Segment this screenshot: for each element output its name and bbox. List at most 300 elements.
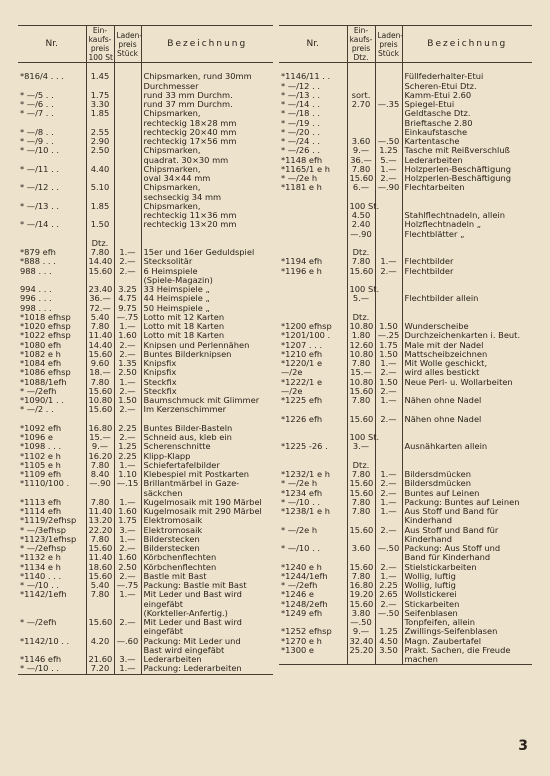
item-number [279,193,347,202]
shop-price [114,146,141,155]
purchase-price: 2.40 [347,220,375,229]
item-number: * —/10 . . [20,663,59,674]
item-description: Kartentasche [402,137,532,146]
item-description: Wollig, luftig [402,572,532,581]
item-description: Tonpfeifen, allein [402,618,532,627]
item-number: *1232/1 e h [281,469,330,479]
shop-price: 1.50 [375,350,402,359]
item-description: Schiefertafelbilder [141,461,273,470]
item-description: Packung: Buntes auf Leinen [402,498,532,507]
item-description: Ausnähkarten allein [402,442,532,451]
item-number: * —/2efhsp [20,543,67,553]
item-description: Flechtbilder [402,257,532,266]
item-description: Holzperlen-Beschäftigung [402,174,532,183]
purchase-price: 72.— [86,304,114,313]
item-number [279,285,347,294]
catalog-row [279,442,532,451]
shop-price [375,220,402,229]
purchase-price: 13.20 [86,516,114,525]
item-description: Spiegel-Etui [402,100,532,109]
shop-price: 1.60 [114,331,141,340]
item-description: 44 Heimspiele „ [141,294,273,303]
catalog-row [279,396,532,405]
shop-price [114,137,141,146]
item-description: Chipsmarken, [141,183,273,192]
shop-price [114,230,141,239]
item-number: —/2e [281,367,303,378]
item-number: * —/20 . . [281,126,320,137]
item-number: * —/10 . . [20,580,59,590]
item-number: *1102 e h [20,450,61,461]
purchase-price: 14.40 [86,257,114,266]
shop-price [375,72,402,81]
catalog-row [279,294,532,303]
item-description: Bildersdmücken [402,479,532,488]
item-description: Band für Kinderhand [402,553,532,562]
item-number: *1196 e h [281,265,322,276]
shop-price: 2.25 [375,581,402,590]
shop-price [375,433,402,442]
purchase-price: 15.60 [86,544,114,553]
shop-price: 1.— [114,378,141,387]
item-description: Nähen ohne Nadel [402,396,532,405]
shop-price: 1.50 [375,322,402,331]
purchase-price: 22.20 [86,526,114,535]
shop-price [114,202,141,211]
shop-price: 1.— [114,535,141,544]
shop-price: 1.— [375,498,402,507]
item-number: *1020 efhsp [20,321,71,331]
page-number: 3 [518,738,528,754]
item-number: * —/13 . . [20,200,59,211]
shop-price: 2.— [114,544,141,553]
shop-price: —.15 [114,479,141,488]
shop-price [114,82,141,91]
item-description: Knipsfix [141,368,273,377]
item-number: *1226 efh [281,413,323,424]
item-number: *1142/1efh [20,589,67,600]
item-description: Kamm-Etui 2.60 [402,91,532,100]
purchase-price: 7.80 [347,257,375,266]
purchase-price: 23.40 [86,285,114,294]
purchase-price: 1.75 [86,91,114,100]
item-description: Buntes Bilderknipsen [141,350,273,359]
purchase-price [86,600,114,609]
shop-price: 1.— [375,572,402,581]
catalog-row [279,193,532,202]
left-table-body [18,63,273,675]
purchase-price: 8.40 [86,470,114,479]
purchase-price: 15.60 [347,526,375,535]
item-number [279,294,347,303]
purchase-price: 2.90 [86,137,114,146]
purchase-price: 16.80 [86,424,114,433]
item-description: Durchmesser [141,82,273,91]
item-description: Buntes auf Leinen [402,489,532,498]
item-description: wird alles bestickt [402,368,532,377]
item-number: *1096 e [20,432,54,442]
item-number: *1123/1efhsp [20,533,77,544]
item-description: Packung: Mit Leder und [141,637,273,646]
shop-price: 1.— [114,322,141,331]
item-number: *1080 efh [20,339,62,350]
shop-price: 3.50 [375,646,402,655]
purchase-price: 9.60 [86,359,114,368]
purchase-price: 16.20 [86,452,114,461]
item-description: Kugelmosaik mit 290 Märbel [141,507,273,516]
item-description: Packung: Bastle mit Bast [141,581,273,590]
purchase-price: 10.80 [347,378,375,387]
shop-price [375,119,402,128]
purchase-price: 3.— [347,442,375,451]
shop-price [375,294,402,303]
item-number: —/2e [281,385,303,396]
purchase-price: —.50 [347,618,375,627]
item-description: rechteckig 11×36 mm [141,211,273,220]
item-description: Male mit der Nadel [402,341,532,350]
item-description: Bast wird eingefäbt [141,646,273,655]
item-number: * —/5 . . [20,89,54,100]
purchase-price: 19.20 [347,590,375,599]
item-description: Kinderhand [402,516,532,525]
shop-price: 4.50 [375,637,402,646]
shop-price: —.60 [114,637,141,646]
purchase-price: 15.60 [347,563,375,572]
item-number: *1222/1 e [281,376,323,387]
item-description [402,193,532,202]
item-number: * —/10 . . [281,496,320,507]
item-description: Aus Stoff und Band für [402,507,532,516]
item-description: Flechtbilder [402,267,532,276]
item-description: Kugelmosaik mit 190 Märbel [141,498,273,507]
item-description: Lederarbeiten [402,156,532,165]
item-description: Bastle mit Bast [141,572,273,581]
purchase-price: 100 St. [347,433,375,442]
purchase-price: 15.60 [347,415,375,424]
item-number: * —/2 . . [20,404,54,415]
item-number: 996 . . . [20,293,52,304]
item-description: eingefäbt [141,600,273,609]
item-number [279,452,347,461]
item-number: *1252 efhsp [281,626,332,637]
shop-price: 1.— [375,470,402,479]
shop-price: 1.50 [375,378,402,387]
item-description: rund 37 mm Durchm. [141,100,273,109]
catalog-table-left [18,25,273,675]
catalog-row [18,405,273,414]
col-header-nr: Nr. [279,26,347,63]
purchase-price: 7.80 [347,572,375,581]
shop-price: 2.25 [114,424,141,433]
shop-price: —.50 [375,544,402,553]
item-description: Wollstickerei [402,590,532,599]
item-number: * —/3efhsp [20,524,67,535]
item-number: *1240 e h [281,561,322,572]
item-number: * —/12 . . [281,80,320,91]
shop-price [375,424,402,433]
purchase-price: 7.80 [86,248,114,257]
item-number: * —/13 . . [281,89,320,100]
item-number: 988 . . . [20,265,52,276]
item-description: Lotto mit 18 Karten [141,322,273,331]
item-description: Kinderhand [402,535,532,544]
purchase-price: 7.80 [347,498,375,507]
item-number [279,276,347,285]
purchase-price: 36.— [347,156,375,165]
shop-price [114,165,141,174]
item-description: Magn. Zaubertafel [402,637,532,646]
purchase-price: 11.40 [86,507,114,516]
item-description: rechteckig 13×20 mm [141,220,273,229]
shop-price [114,156,141,165]
item-number: *1134 e h [20,561,61,572]
shop-price: —.90 [375,183,402,192]
purchase-price: 15.60 [347,600,375,609]
catalog-row [279,304,532,313]
item-number: *1090/1 . . [20,395,64,405]
purchase-price: 10.80 [347,350,375,359]
item-number: *1086 efhsp [20,367,71,378]
item-description: (Korkteller-Anfertig.) [141,609,273,618]
shop-price [114,193,141,202]
col-header-shop-price: Laden- preis Stück [114,26,141,63]
shop-price: 1.— [375,507,402,516]
item-number: *1119/2efhsp [20,515,77,526]
item-number: *1225 -26 . [281,441,328,452]
shop-price: —.75 [114,581,141,590]
purchase-price: 15.60 [86,572,114,581]
item-description: Flechtbilder allein [402,294,532,303]
item-description: Seifenblasen [402,609,532,618]
catalog-row [279,230,532,239]
item-description: Packung: Lederarbeiten [141,664,273,674]
shop-price: 2.— [375,489,402,498]
item-description: Aus Stoff und Band für [402,526,532,535]
item-description: 15er und 16er Geduldspiel [141,248,273,257]
item-description: Körbchenflechten [141,553,273,562]
shop-price [114,211,141,220]
item-number: *1084 efh [20,358,62,368]
item-description: Packung: Aus Stoff und [402,544,532,553]
item-number: *1238/1 e h [281,506,330,516]
item-number: *1181 e h [281,182,322,193]
shop-price: 1.75 [375,341,402,350]
col-header-description: Bezeichnung [402,26,532,63]
item-number: *1225 efh [281,395,323,405]
purchase-price: 7.80 [86,535,114,544]
item-description: Chipsmarken, [141,202,273,211]
item-description: Chipsmarken, [141,109,273,118]
item-number: *816/4 . . . [20,71,64,82]
catalog-row [279,452,532,461]
purchase-price: 7.80 [347,470,375,479]
purchase-price: 15.60 [347,489,375,498]
item-description: Chipsmarken, rund 30mm [141,72,273,81]
item-number: *1109 efh [20,469,62,479]
shop-price: 1.10 [114,470,141,479]
col-header-description: Bezeichnung [141,26,273,63]
shop-price: —.35 [375,100,402,109]
item-description [402,424,532,433]
purchase-price: 5.— [347,294,375,303]
purchase-price: 9.— [347,146,375,155]
catalog-table-right [279,25,532,665]
item-description: Schneid aus, kleb ein [141,433,273,442]
purchase-price: 7.80 [86,590,114,599]
purchase-price: 7.80 [347,359,375,368]
item-number: *1270 e h [281,635,322,646]
item-description: rechteckig 20×40 mm [141,128,273,137]
shop-price: 5.— [375,156,402,165]
shop-price: 2.— [375,479,402,488]
purchase-price: 1.85 [86,109,114,118]
catalog-row [279,655,532,665]
item-description: Körbchenflechten [141,563,273,572]
item-description: 6 Heimspiele [141,267,273,276]
catalog-row [279,267,532,276]
purchase-price: 2.55 [86,128,114,137]
shop-price [114,174,141,183]
shop-price: 2.— [375,387,402,396]
purchase-price [347,655,375,665]
shop-price [114,91,141,100]
item-description: Mit Leder und Bast wird [141,590,273,599]
purchase-price: 10.80 [86,396,114,405]
item-description: Füllfederhalter-Etui [402,72,532,81]
item-description: Steckfix [141,387,273,396]
item-number: *1234 efh [281,487,323,498]
purchase-price: 16.80 [347,581,375,590]
shop-price [375,193,402,202]
purchase-price: 5.40 [86,313,114,322]
shop-price [375,211,402,220]
shop-price [114,183,141,192]
item-description: Einkaufstasche [402,128,532,137]
col-header-nr: Nr. [18,26,86,63]
item-description: Bildersdmücken [402,470,532,479]
purchase-price: 12.60 [347,341,375,350]
item-description: Holzflechtnadeln „ [402,220,532,229]
purchase-price [347,119,375,128]
item-number: *1146 efh [20,654,62,664]
item-number: *1114 efh [20,506,62,516]
item-description: Stecksolitär [141,257,273,266]
item-number: *1201/100 . [281,330,331,341]
item-number: * —/2e h [281,173,318,183]
item-description: Chipsmarken, [141,165,273,174]
shop-price: 1.— [114,248,141,257]
item-number: *1148 efh [281,154,323,165]
item-description: Holzperlen-Beschäftigung [402,165,532,174]
shop-price: 3.— [114,655,141,664]
purchase-price: 100 St. [347,285,375,294]
item-number: * —/2efh [20,385,57,396]
item-description: Mit Wolle geschickt, [402,359,532,368]
item-description: sechseckig 34 mm [141,193,273,202]
item-description: quadrat. 30×30 mm [141,156,273,165]
shop-price [375,285,402,294]
item-number [279,211,347,220]
shop-price: 4.75 [114,294,141,303]
purchase-price: 15.— [86,433,114,442]
item-description: Mattscheibzeichnen [402,350,532,359]
shop-price: 2.— [114,618,141,627]
purchase-price: 1.45 [86,72,114,81]
item-description: Flechtarbeiten [402,183,532,192]
item-number: *879 efh [20,247,56,257]
shop-price: 2.— [375,174,402,183]
item-description: machen [402,655,532,665]
shop-price [114,128,141,137]
item-number: *1092 efh [20,422,62,433]
item-description [402,304,532,313]
item-description: Brillantmärbel in Gaze- [141,479,273,488]
item-number: * —/10 . . [281,543,320,553]
purchase-price: sort. [347,91,375,100]
item-number: *1022 efhsp [20,330,71,341]
shop-price: 1.25 [375,146,402,155]
shop-price: 1.— [375,359,402,368]
item-number: * —/26 . . [281,145,320,156]
purchase-price: Dtz. [86,239,114,248]
shop-price: 2.— [375,526,402,535]
shop-price [114,63,141,73]
purchase-price: 15.60 [347,387,375,396]
purchase-price: 7.80 [86,378,114,387]
purchase-price: —.90 [347,230,375,239]
shop-price: 1.25 [114,442,141,451]
purchase-price: 4.50 [347,211,375,220]
item-description: Klipp-Klapp [141,452,273,461]
item-number: *1300 e [281,644,315,655]
item-description: Stickarbeiten [402,600,532,609]
purchase-price [347,109,375,118]
shop-price: 1.— [114,498,141,507]
item-number: *1246 e [281,589,315,600]
item-number: * —/14 . . [20,219,59,230]
item-description: Neue Perl- u. Wollarbeiten [402,378,532,387]
item-number: *1132 e h [20,552,61,563]
item-description: Lotto mit 18 Karten [141,331,273,340]
shop-price: 2.50 [114,563,141,572]
shop-price: —.50 [375,137,402,146]
purchase-price: 3.80 [347,609,375,618]
shop-price: 1.— [375,257,402,266]
item-description: Elektromosaik [141,526,273,535]
purchase-price: 5.40 [86,581,114,590]
purchase-price: 100 St. [347,202,375,211]
item-description: Brieftasche 2.80 [402,119,532,128]
shop-price: 2.— [114,257,141,266]
item-description: Mit Leder und Bast wird [141,618,273,627]
purchase-price: —.90 [86,479,114,488]
item-number [18,600,86,609]
item-description: 33 Heimspiele „ [141,285,273,294]
item-number: * —/2e h [281,524,318,535]
item-description: säckchen [141,489,273,498]
purchase-price: 1.80 [347,331,375,340]
shop-price: 1.35 [114,359,141,368]
shop-price [114,119,141,128]
item-number: *1210 efh [281,348,323,359]
item-number: *1110/100 . [20,478,70,489]
shop-price: 2.— [375,267,402,276]
purchase-price: 7.80 [86,322,114,331]
purchase-price [347,72,375,81]
item-number: *1018 efhsp [20,311,71,322]
shop-price: —.75 [114,313,141,322]
item-number: *888 . . . [20,256,56,267]
